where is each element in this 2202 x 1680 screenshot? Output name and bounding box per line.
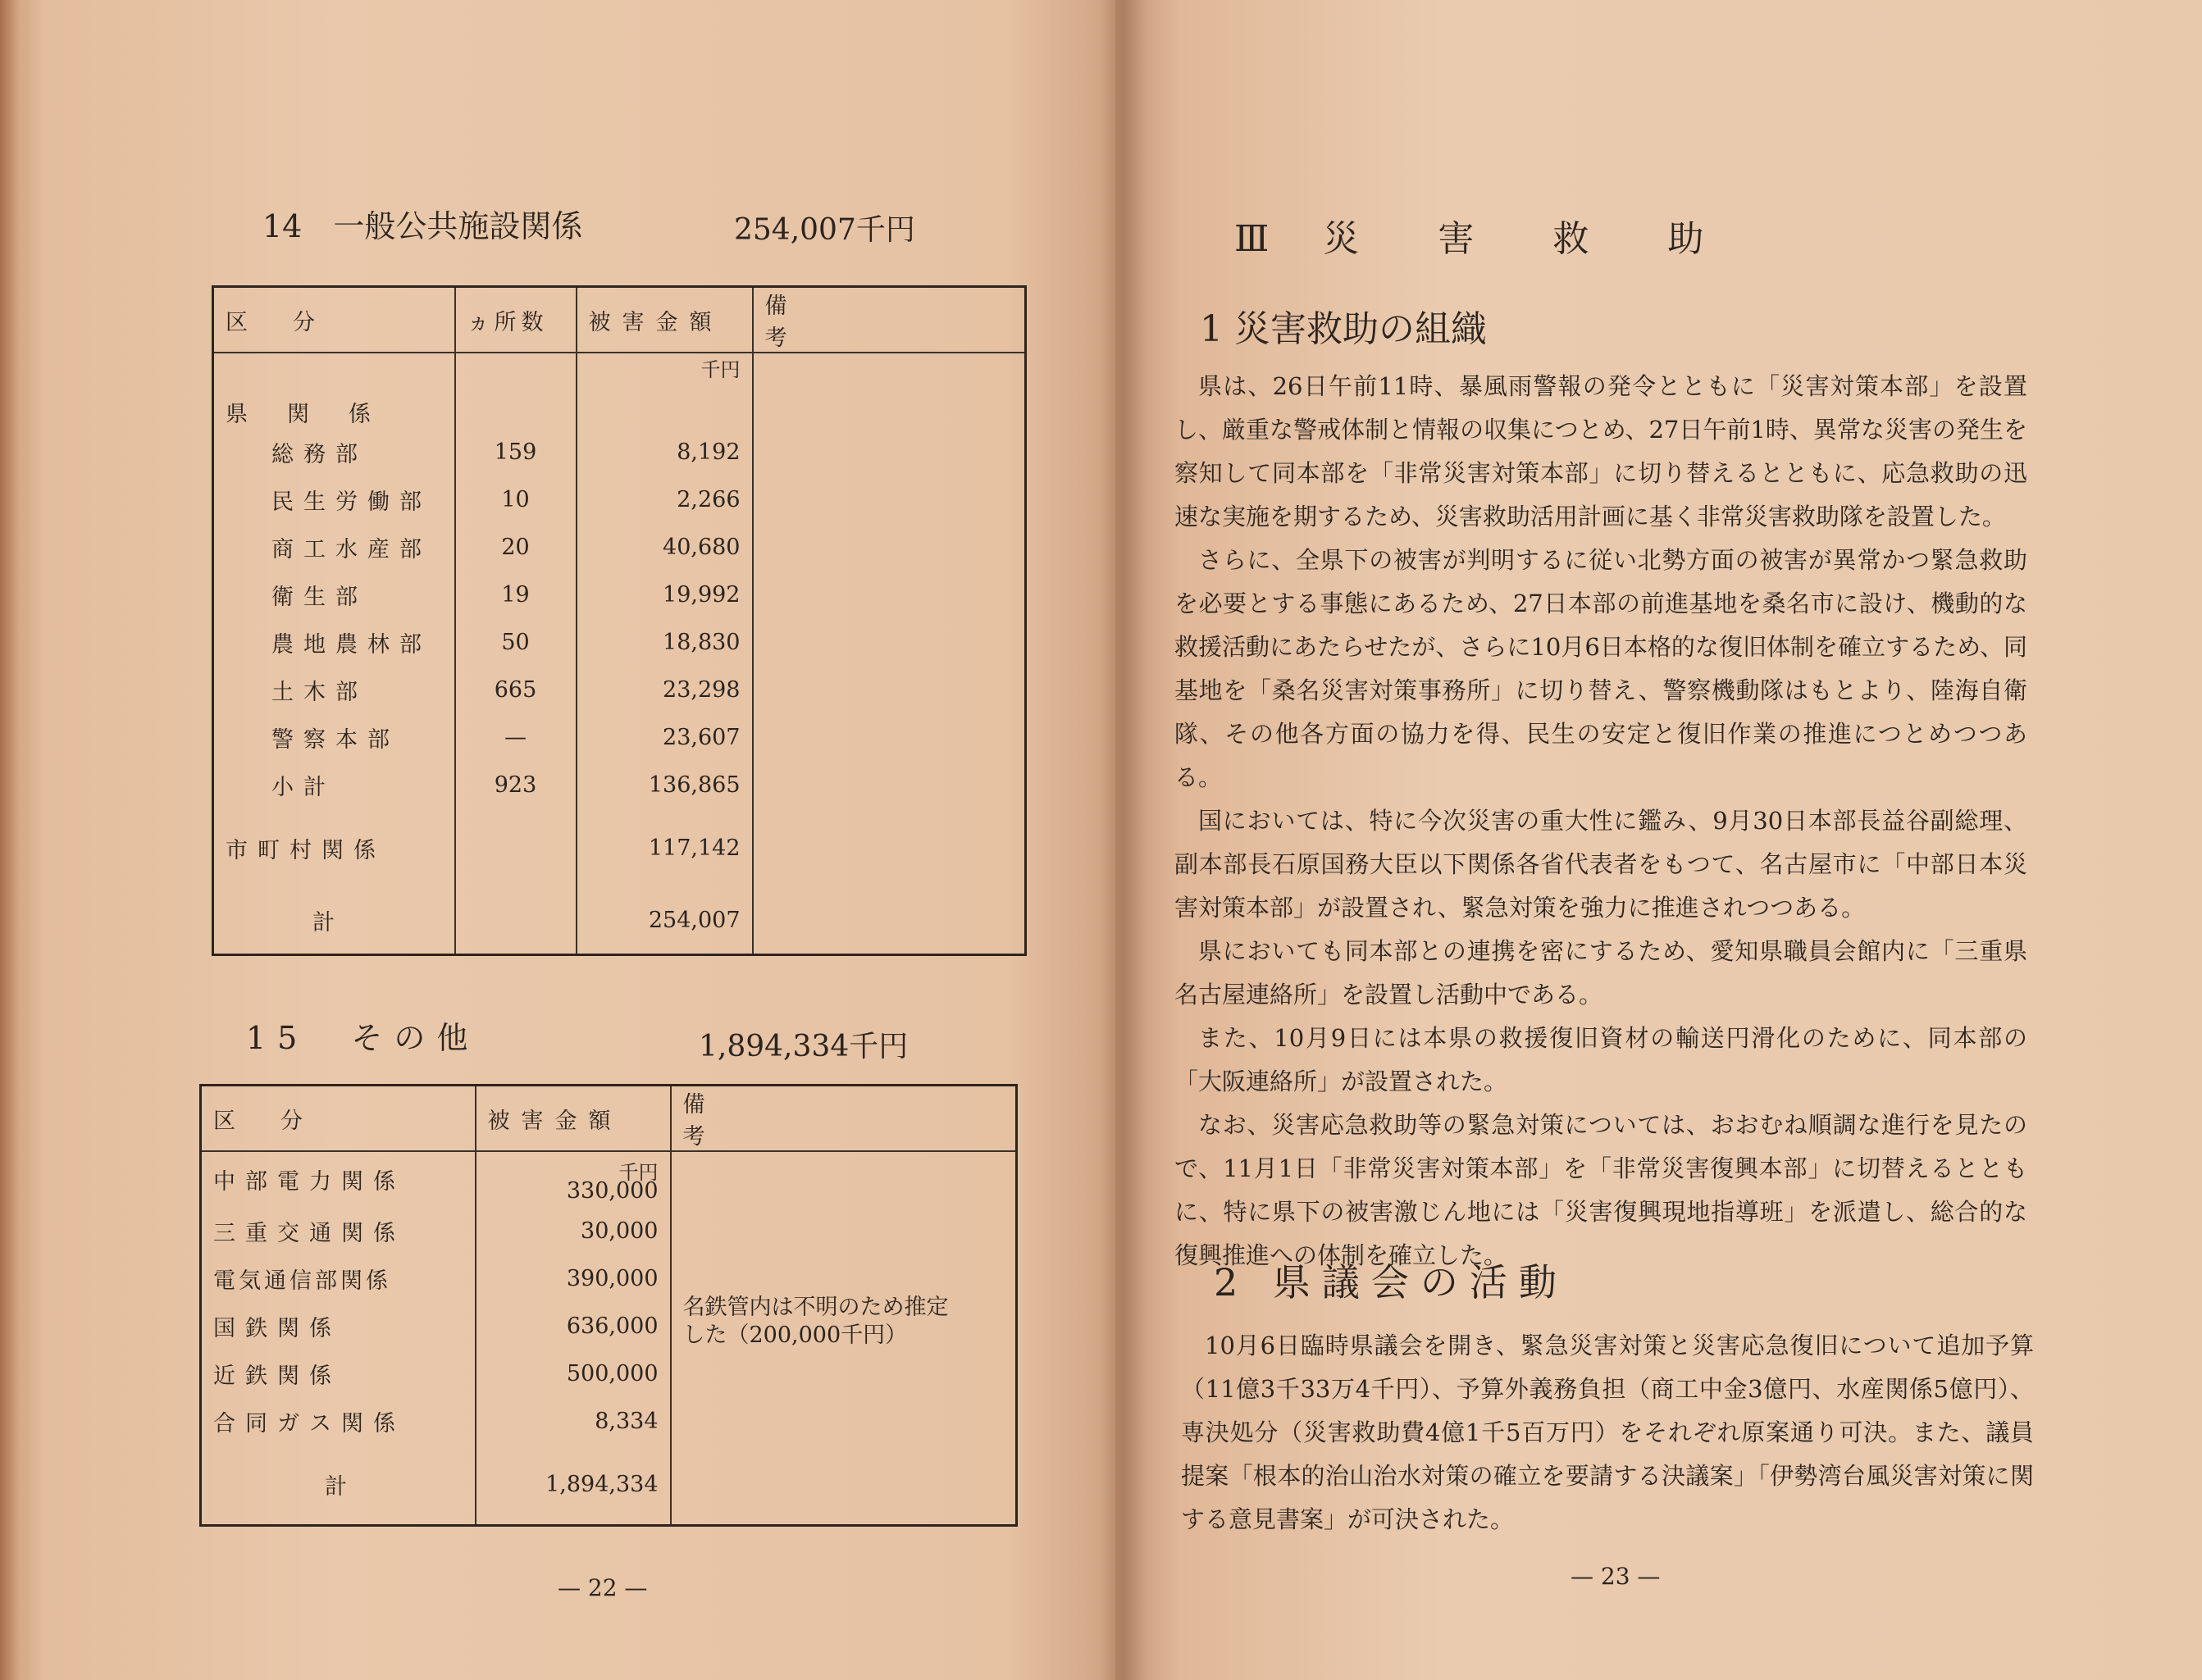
row-label: 電気通信部関係	[201, 1254, 476, 1302]
table-row	[213, 353, 1026, 428]
section2-body	[1181, 1324, 2034, 1541]
row-remarks	[753, 713, 1026, 761]
table-public-facilities	[212, 285, 1027, 956]
row-label: 民生労働部	[213, 476, 455, 523]
table-row	[213, 666, 1026, 713]
page-number-left: — 22 —	[558, 1574, 648, 1601]
row-amount: 2,266	[577, 476, 753, 523]
row-count: —	[455, 713, 577, 761]
row-amount: 136,865	[577, 761, 753, 808]
row-amount: 19,992	[577, 571, 753, 618]
section15-title: 15 その他	[246, 1020, 480, 1056]
row-count: 50	[455, 618, 577, 666]
row-label: 土木部	[213, 666, 455, 713]
row-amount: 23,298	[577, 666, 753, 713]
row-amount: 30,000	[476, 1207, 671, 1254]
row-amount: 636,000	[476, 1302, 671, 1350]
section1-title: 1 災害救助の組織	[1200, 308, 1487, 350]
row-amount: 8,192	[577, 428, 753, 476]
row-remarks	[753, 353, 1026, 428]
row-count: 20	[455, 523, 577, 571]
row-amount: 117,142	[577, 808, 753, 887]
row-remarks	[753, 808, 1026, 887]
row-label: 中部電力関係	[201, 1151, 476, 1207]
table-row	[213, 571, 1026, 618]
col-header-category: 区 分	[213, 287, 455, 353]
row-amount	[577, 353, 753, 428]
row-label: 国鉄関係	[201, 1302, 476, 1350]
table-row	[213, 618, 1026, 666]
body-paragraph: 県においても同本部との連携を密にするため、愛知県職員会館内に「三重県名古屋連絡所」を設置し活動中である。	[1174, 937, 2027, 1008]
row-count	[455, 353, 577, 428]
row-label: 市町村関係	[213, 808, 455, 887]
section14-total: 254,007千円	[734, 213, 915, 247]
unit-label: 千円	[618, 1160, 659, 1184]
remarks-cell	[671, 1151, 1017, 1525]
body-paragraph: 県は、26日午前11時、暴風雨警報の発令とともに「災害対策本部」を設置し、厳重な警戒体制と情報の収集につとめ、27日午前1時、異常な災害の発生を察知して同本部を「非常災害対策本部」に切り替えるとともに、応急救助の迅速な実施を期するため、災害救助活用計画に基く非常災害救助隊を設置した。	[1174, 372, 2027, 530]
row-amount: 23,607	[577, 713, 753, 761]
table-row	[213, 428, 1026, 476]
row-label: 農地農林部	[213, 618, 455, 666]
row-amount: 254,007	[577, 887, 753, 954]
row-remarks	[753, 761, 1026, 808]
row-count	[455, 887, 577, 954]
row-remarks	[753, 571, 1026, 618]
row-label: 計	[201, 1445, 476, 1525]
row-remarks	[753, 523, 1026, 571]
book-edge	[0, 0, 33, 1680]
row-label: 総務部	[213, 428, 455, 476]
section1-body	[1174, 365, 2027, 1277]
row-remarks	[753, 618, 1026, 666]
page-number-right: — 23 —	[1571, 1563, 1661, 1590]
row-amount: 18,830	[577, 618, 753, 666]
row-amount: 500,000	[476, 1350, 671, 1397]
body-paragraph: 10月6日臨時県議会を開き、緊急災害対策と災害応急復旧について追加予算（11億3千33万4千円）、予算外義務負担（商工中金3億円、水産関係5億円）、専決処分（災害救助費4億1千5百万円）をそれぞれ原案通り可決。また、議員提案「根本的治山治水対策の確立を要請する決議案」「伊勢湾台風災害対策に関する意見書案」が可決された。	[1181, 1332, 2034, 1533]
table-row	[213, 808, 1026, 887]
col-header-remarks: 備考	[671, 1086, 1017, 1152]
row-count: 19	[455, 571, 577, 618]
row-label: 合同ガス関係	[201, 1397, 476, 1445]
row-remarks	[753, 476, 1026, 523]
row-count: 159	[455, 428, 577, 476]
section14-title: 14 一般公共施設関係	[262, 208, 583, 244]
row-label: 計	[213, 887, 455, 954]
row-count: 923	[455, 761, 577, 808]
row-amount: 40,680	[577, 523, 753, 571]
table-row	[201, 1151, 1017, 1207]
row-remarks	[753, 666, 1026, 713]
row-label: 小計	[213, 761, 455, 808]
row-count	[455, 808, 577, 887]
row-label: 三重交通関係	[201, 1207, 476, 1254]
col-header-damage: 被害金額	[476, 1086, 671, 1152]
row-count: 10	[455, 476, 577, 523]
row-amount: 8,334	[476, 1397, 671, 1445]
table-row	[213, 476, 1026, 523]
row-amount: 1,894,334	[476, 1445, 671, 1525]
table-row	[213, 887, 1026, 954]
row-amount: 390,000	[476, 1254, 671, 1302]
body-paragraph: さらに、全県下の被害が判明するに従い北勢方面の被害が異常かつ緊急救助を必要とする事態にあるため、27日本部の前進基地を桑名市に設け、機動的な救援活動にあたらせたが、さらに10月6日本格的な復旧体制を確立するため、同基地を「桑名災害対策事務所」に切り替え、警察機動隊はもとより、陸海自衛隊、その他各方面の協力を得、民生の安定と復旧作業の推進につとめつつある。	[1174, 546, 2027, 791]
row-amount	[476, 1151, 671, 1207]
col-header-remarks: 備考	[753, 287, 1026, 353]
col-header-category: 区 分	[201, 1086, 476, 1152]
remarks-note: 名鉄管内は不明のため推定した（200,000千円）	[682, 1294, 949, 1348]
row-label: 近鉄関係	[201, 1350, 476, 1397]
row-amount-value: 330,000	[566, 1177, 659, 1204]
row-count: 665	[455, 666, 577, 713]
unit-label: 千円	[700, 358, 741, 381]
chapter-title: Ⅲ 災 害 救 助	[1234, 218, 1726, 260]
col-header-damage: 被害金額	[577, 287, 753, 353]
book-binding	[1099, 0, 1148, 1680]
col-header-count: ヵ所数	[455, 287, 577, 353]
table-row	[213, 761, 1026, 808]
row-label: 県関係	[213, 353, 455, 428]
table-row	[213, 523, 1026, 571]
body-paragraph: 国においては、特に今次災害の重大性に鑑み、9月30日本部長益谷副総理、副本部長石原国務大臣以下関係各省代表者をもつて、名古屋市に「中部日本災害対策本部」が設置され、緊急対策を強力に推進されつつある。	[1174, 807, 2027, 922]
row-remarks	[753, 887, 1026, 954]
section15-total: 1,894,334千円	[699, 1030, 909, 1063]
body-paragraph: また、10月9日には本県の救援復旧資材の輸送円滑化のために、同本部の「大阪連絡所」が設置された。	[1174, 1024, 2027, 1095]
row-label: 警察本部	[213, 713, 455, 761]
row-remarks	[753, 428, 1026, 476]
table-other	[199, 1084, 1018, 1527]
row-label: 衛生部	[213, 571, 455, 618]
table-row	[213, 713, 1026, 761]
body-paragraph: なお、災害応急救助等の緊急対策については、おおむね順調な進行を見たので、11月1日「非常災害対策本部」を「非常災害復興本部」に切替えるとともに、特に県下の被害激じん地には「災害復興現地指導班」を派遣し、総合的な復興推進への体制を確立した。	[1174, 1111, 2027, 1269]
row-label: 商工水産部	[213, 523, 455, 571]
section2-title: 2 県議会の活動	[1214, 1260, 1568, 1304]
